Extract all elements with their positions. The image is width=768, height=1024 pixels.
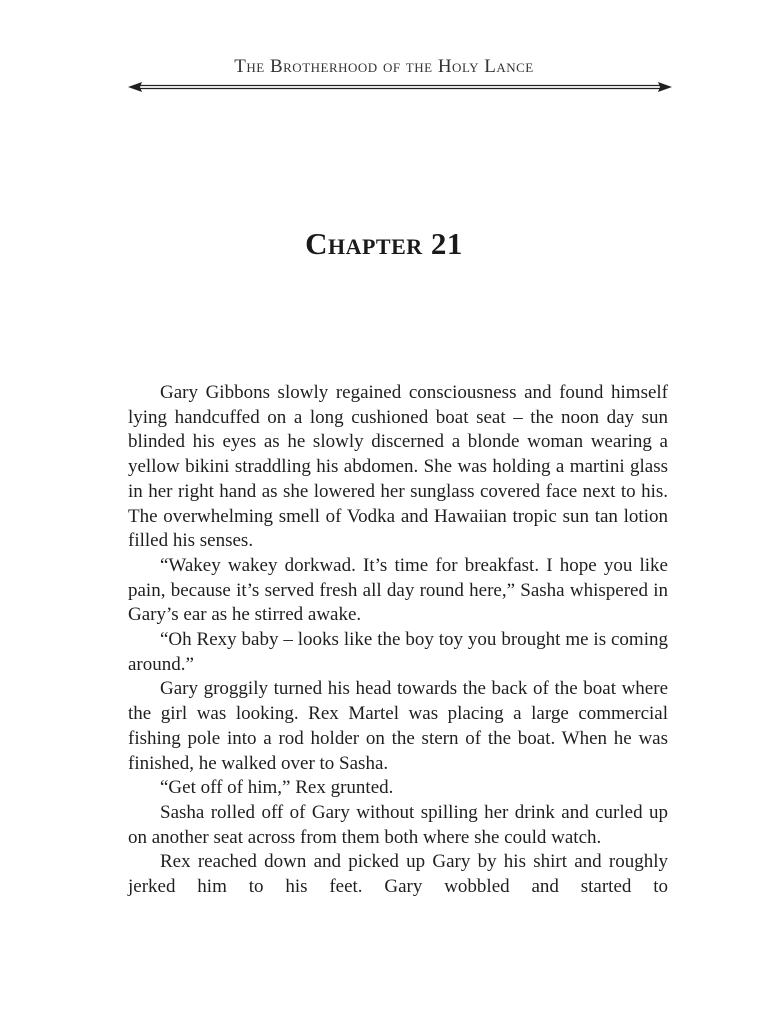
paragraph: “Wakey wakey dorkwad. It’s time for breakfast. I hope you like pain, because it’s served fresh all day round here,” Sasha whispered in Gary’s ear as he stirred awake. (128, 554, 668, 626)
header-rule-arrow (128, 80, 672, 94)
paragraph: Rex reached down and picked up Gary by his shirt and roughly jerked him to his feet. Gary wobbled and started to (128, 851, 668, 898)
paragraph: Sasha rolled off of Gary without spilling her drink and curled up on another seat across from them both where she could watch. (128, 801, 668, 848)
paragraph: “Oh Rexy baby – looks like the boy toy you brought me is coming around.” (128, 629, 668, 675)
paragraph: Gary groggily turned his head towards the back of the boat where the girl was looking. Rex Martel was placing a large commercial fishing pole into a rod holder on the stern of the boat. When he was finished, he walked over to Sasha. (128, 678, 668, 774)
chapter-body (128, 381, 668, 900)
chapter-title: Chapter 21 (305, 226, 463, 261)
paragraph: “Get off of him,” Rex grunted. (160, 777, 394, 799)
running-header: The Brotherhood of the Holy Lance (234, 56, 534, 77)
paragraph: Gary Gibbons slowly regained consciousness and found himself lying handcuffed on a long cushioned boat seat – the noon day sun blinded his eyes as he slowly discerned a blonde woman wearing a yellow bikini straddling his abdomen. She was holding a martini glass in her right hand as she lowered her sunglass covered face next to his. The overwhelming smell of Vodka and Hawaiian tropic sun tan lotion filled his senses. (128, 382, 668, 552)
